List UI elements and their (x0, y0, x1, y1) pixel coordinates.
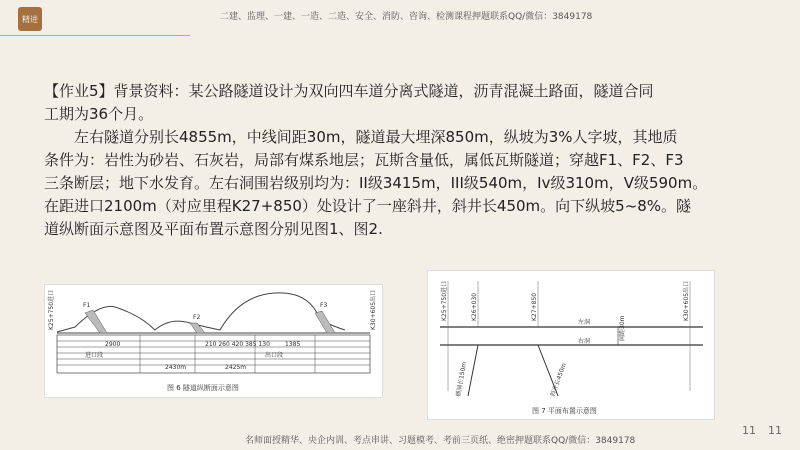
figure-plan-layout (427, 270, 715, 420)
plan-layout-drawing (428, 271, 714, 419)
fault-f1-label: F1 (83, 302, 91, 309)
footer-contact-text: 名师面授精华、央企内训、考点串讲、习题模考、考前三页纸、绝密押题联系QQ/微信：3849178 (245, 436, 636, 446)
spacing-label: 间距30m (619, 315, 626, 341)
left-tunnel-label: 左洞 (578, 319, 591, 326)
plan-entrance: K25+750进口 (441, 280, 448, 321)
para1-line1: 【作业5】背景资料：某公路隧道设计为双向四车道分离式隧道，沥青混凝土路面，隧道合同 (44, 82, 654, 100)
table-row-b: 出口段 (265, 352, 284, 359)
right-tunnel-label: 右洞 (578, 338, 591, 345)
table-dim2: 2425m (225, 364, 247, 371)
longitudinal-section-drawing (45, 285, 382, 397)
para2-line2: 条件为：岩性为砂岩、石灰岩，局部有煤系地层；瓦斯含量低，属低瓦斯隧道；穿越F1、F2、F3 (44, 151, 684, 169)
table-dist: 2900 (105, 341, 121, 348)
table-dim1: 2430m (165, 364, 187, 371)
fault-f3-label: F3 (320, 302, 328, 309)
figure1-caption: 图 6 隧道纵断面示意图 (167, 384, 239, 392)
figure2-caption: 图 7 平面布置示意图 (532, 407, 597, 415)
figure-longitudinal-section (44, 284, 383, 398)
exit-mark: K30+605出口 (370, 289, 377, 330)
para1-line2: 工期为36个月。 (44, 105, 154, 123)
cross-passage-label: 横洞长150m (455, 361, 469, 398)
para2-line1: 左右隧道分别长4855m，中线间距30m，隧道最大埋深850m，纵坡为3%人字坡，其地质 (74, 128, 678, 146)
table-vals2: 1385 (285, 341, 301, 348)
page-number: 11 (742, 424, 756, 437)
plan-k26: K26+030 (471, 292, 478, 321)
para2-line3: 三条断层；地下水发育。左右洞围岩级别均为：II级3415m，III级540m，Iv级310m，V级590m。 (44, 174, 708, 192)
para2-line4: 在距进口2100m（对应里程K27+850）处设计了一座斜井，斜井长450m。向下纵坡5~8%。隧 (44, 197, 692, 215)
table-vals: 210 260 420 385 130 (205, 341, 270, 348)
page-number-total: 11 (768, 424, 782, 437)
header-rule (0, 35, 190, 36)
plan-k27: K27+850 (531, 292, 538, 321)
brand-logo: 精进 (18, 7, 42, 31)
para2-line5: 道纵断面示意图及平面布置示意图分别见图1、图2. (44, 220, 383, 238)
table-row-a: 进口段 (85, 352, 104, 359)
entrance-mark: K25+750进口 (48, 289, 55, 330)
incline-shaft-label: 斜井长450m (549, 362, 568, 398)
plan-exit: K30+605出口 (683, 280, 690, 321)
header-contact-text: 二建、监理、一建、一造、二造、安全、消防、咨询、检测课程押题联系QQ/微信：3849178 (220, 12, 593, 22)
fault-f2-label: F2 (193, 314, 201, 321)
problem-text (44, 80, 779, 241)
